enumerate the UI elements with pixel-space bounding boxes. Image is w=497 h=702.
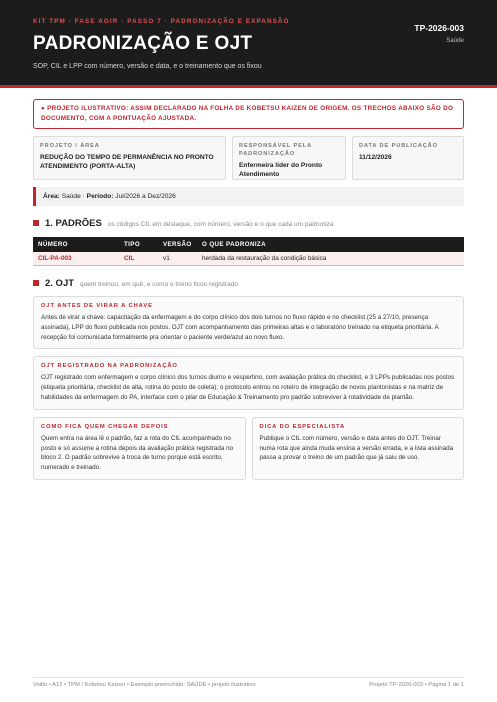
card-onboarding: [33, 417, 246, 480]
col-type: TIPO: [119, 237, 158, 252]
section-standards-title: 1. PADRÕES: [45, 218, 102, 229]
footer-left: Voilto • A12 • TPM / Kobetsu Kaizen • Exemplo preenchido: SAÚDE • projeto ilustrativo: [33, 682, 256, 688]
footer-right: Projeto TP-2026-003 • Página 1 de 1: [369, 682, 464, 688]
date-label: DATA DE PUBLICAÇÃO: [359, 143, 438, 149]
cell-what: herdada da restauração da condição básica: [197, 252, 464, 266]
two-column-cards: [33, 417, 464, 480]
project-value: REDUÇÃO DO TEMPO DE PERMANÊNCIA NO PRONTO ATENDIMENTO (PORTA-ALTA): [40, 154, 214, 170]
date-value: 11/12/2026: [359, 154, 392, 161]
col-version: VERSÃO: [158, 237, 197, 252]
area-bar: [33, 187, 464, 206]
period-label: Período:: [86, 193, 114, 200]
section-ojt-head: [33, 278, 464, 289]
standards-table: [33, 237, 464, 266]
card-ojt-record-label: OJT REGISTRADO NA PADRONIZAÇÃO: [41, 363, 178, 370]
owner-label: RESPONSÁVEL PELA PADRONIZAÇÃO: [239, 143, 312, 157]
cell-number: CIL-PA-003: [33, 252, 119, 266]
cell-type: CIL: [119, 252, 158, 266]
owner-value: Enfermeira líder do Pronto Atendimento: [239, 162, 323, 178]
page-subtitle: SOP, CIL e LPP com número, versão e data, e o treinamento que os fixou: [33, 63, 262, 70]
card-ojt-before-text: Antes de virar a chave: capacitação da enfermagem e do corpo clínico dos dois turnos no fluxo rápido e no checklist (25 a 27/10, presença assinada), LPP do fluxo publicada nos postos, OJT com acompanhamento das primeiras altas e o laboratório treinado na etiqueta prioritária. A recepção foi comunicada formalmente pra orientar o paciente verde/azul ao novo fluxo.: [41, 314, 439, 341]
kicker: KIT TPM · FASE AGIR · PASSO 7 · PADRONIZAÇÃO E EXPANSÃO: [33, 18, 290, 25]
card-onboarding-label: COMO FICA QUEM CHEGAR DEPOIS: [41, 423, 169, 430]
card-onboarding-text: Quem entra na área lê o padrão, faz a rota do CIL acompanhado no posto e só assume a rotina depois da avaliação prática registrada no bloco 2. O padrão sobrevive à troca de turno porque está escrito, numerado e treinado.: [41, 434, 234, 472]
doc-id-block: [414, 23, 464, 44]
section-standards-desc: os códigos CIL em destaque, com número, versão e o que cada um padroniza: [107, 221, 334, 228]
section-marker-icon: [33, 280, 39, 286]
date-box: [352, 136, 464, 180]
col-number: NÚMERO: [33, 237, 119, 252]
period-value: Jul/2026 a Dez/2026: [115, 193, 176, 200]
project-box: [33, 136, 226, 180]
doc-sector: Saúde: [446, 37, 464, 44]
section-ojt-title: 2. OJT: [45, 278, 75, 289]
card-expert-tip: [252, 417, 465, 480]
page-footer: [33, 677, 464, 688]
card-ojt-before-label: OJT ANTES DE VIRAR A CHAVE: [41, 303, 153, 309]
card-expert-tip-label: DICA DO ESPECIALISTA: [259, 423, 346, 430]
card-ojt-before: [33, 296, 464, 349]
doc-code: TP-2026-003: [414, 23, 464, 33]
card-ojt-record-text: OJT registrado com enfermagem e corpo clínico dos turnos diurno e vespertino, com avaliação prática do checklist, e 3 LPPs publicadas nos postos (etiqueta prioritária, checklist de alta, rotina do posto de coleta); o protocolo entrou no roteiro de integração de novos plantonistas e na matriz de habilidades da enfermagem do PA, interface com o pilar de Educação & Treinamento pro padrão sobreviver à rotatividade de plantão.: [41, 374, 455, 401]
project-label: PROJETO / ÁREA: [40, 143, 100, 149]
owner-box: [232, 136, 346, 180]
illustrative-notice: ● PROJETO ILUSTRATIVO: ASSIM DECLARADO NA FOLHA DE KOBETSU KAIZEN DE ORIGEM. OS TRECHOS ABAIXO SÃO DO DOCUMENTO, COM A PONTUAÇÃO AJUSTADA.: [33, 99, 464, 129]
section-ojt-desc: quem treinou, em quê, e como o treino ficou registrado: [80, 281, 238, 288]
area-value: Saúde: [61, 193, 81, 200]
area-label: Área:: [43, 193, 60, 200]
table-row: [33, 252, 464, 266]
table-header-row: [33, 237, 464, 252]
section-standards-head: [33, 218, 464, 229]
cell-version: v1: [158, 252, 197, 266]
page-title: PADRONIZAÇÃO E OJT: [33, 33, 253, 54]
section-marker-icon: [33, 220, 39, 226]
meta-row: [33, 136, 464, 180]
card-expert-tip-text: Publique o CIL com número, versão e data antes do OJT. Treinar numa rota que ainda muda ensina a versão errada, e a lista assinada passa a provar o treino de um padrão que já saiu de uso.: [259, 434, 454, 462]
col-what: O QUE PADRONIZA: [197, 237, 464, 252]
area-separator: ·: [82, 193, 85, 200]
card-ojt-record: [33, 356, 464, 409]
page-header: [0, 0, 497, 88]
main-content: [0, 99, 497, 480]
